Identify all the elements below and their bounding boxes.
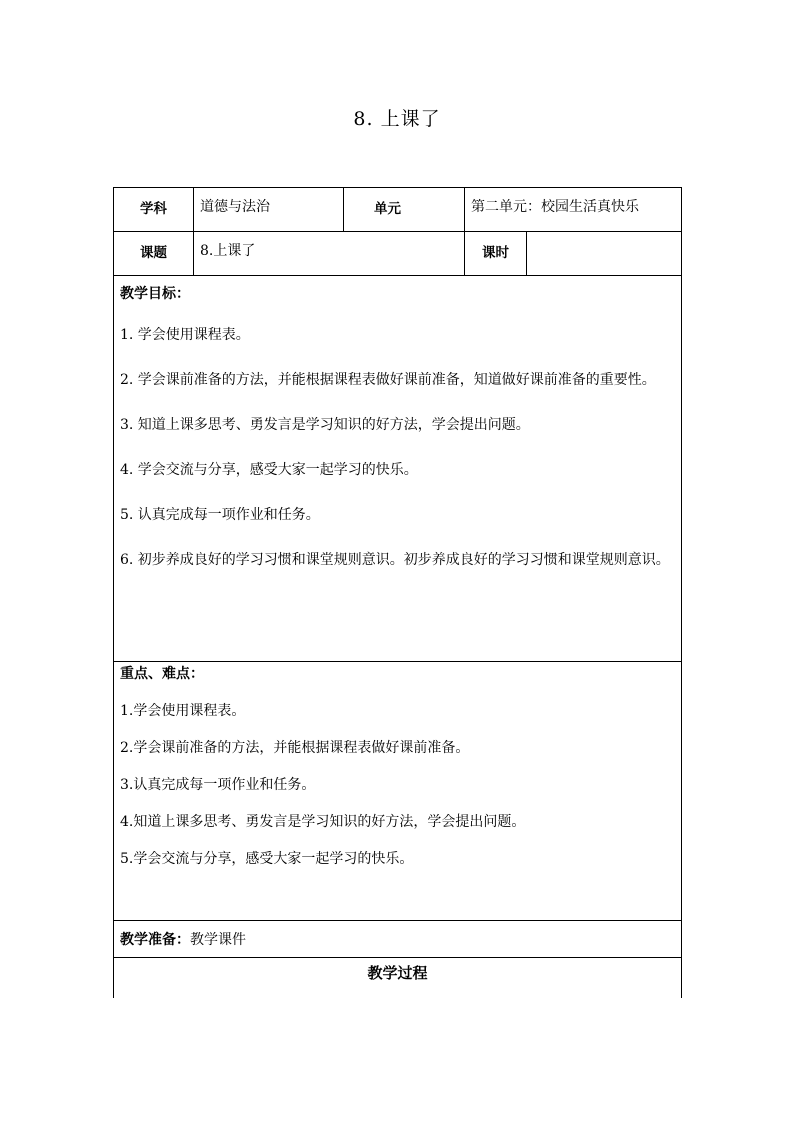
key-points-title: 重点、难点： — [120, 666, 204, 682]
goal-item: 1. 学会使用课程表。 — [120, 327, 250, 343]
key-point-item: 3.认真完成每一项作业和任务。 — [120, 777, 316, 793]
goals-row — [114, 276, 682, 662]
key-point-item: 1.学会使用课程表。 — [120, 703, 246, 719]
subject-row — [114, 188, 682, 232]
preparation-value: 教学课件 — [190, 932, 246, 948]
key-point-item: 2.学会课前准备的方法，并能根据课程表做好课前准备。 — [120, 740, 470, 756]
subject-label: 学科 — [114, 188, 194, 232]
teaching-goals-section — [114, 276, 682, 662]
unit-label: 单元 — [344, 188, 465, 232]
process-title: 教学过程 — [367, 964, 428, 982]
key-point-item: 4.知道上课多思考、勇发言是学习知识的好方法，学会提出问题。 — [120, 814, 526, 830]
goal-item: 5. 认真完成每一项作业和任务。 — [120, 507, 320, 523]
goal-item: 3. 知道上课多思考、勇发言是学习知识的好方法，学会提出问题。 — [120, 417, 530, 433]
process-row — [114, 958, 682, 999]
unit-value: 第二单元：校园生活真快乐 — [465, 188, 682, 232]
hours-value — [527, 232, 682, 276]
topic-row — [114, 232, 682, 276]
subject-value: 道德与法治 — [194, 188, 344, 232]
lesson-plan-table — [113, 187, 682, 998]
key-points-section — [114, 662, 682, 921]
goals-title: 教学目标： — [120, 286, 190, 302]
key-points-row — [114, 662, 682, 921]
page-title: 8. 上课了 — [353, 108, 441, 130]
goal-item: 4. 学会交流与分享，感受大家一起学习的快乐。 — [120, 462, 418, 478]
process-section — [114, 958, 682, 999]
key-point-item: 5.学会交流与分享，感受大家一起学习的快乐。 — [120, 851, 414, 867]
preparation-row — [114, 921, 682, 958]
hours-label: 课时 — [465, 232, 527, 276]
topic-value: 8.上课了 — [194, 232, 465, 276]
preparation-section — [114, 921, 682, 958]
goal-item: 2. 学会课前准备的方法，并能根据课程表做好课前准备，知道做好课前准备的重要性。 — [120, 372, 656, 388]
topic-label: 课题 — [114, 232, 194, 276]
goal-item: 6. 初步养成良好的学习习惯和课堂规则意识。初步养成良好的学习习惯和课堂规则意识。 — [120, 552, 670, 568]
preparation-label: 教学准备： — [120, 932, 190, 948]
